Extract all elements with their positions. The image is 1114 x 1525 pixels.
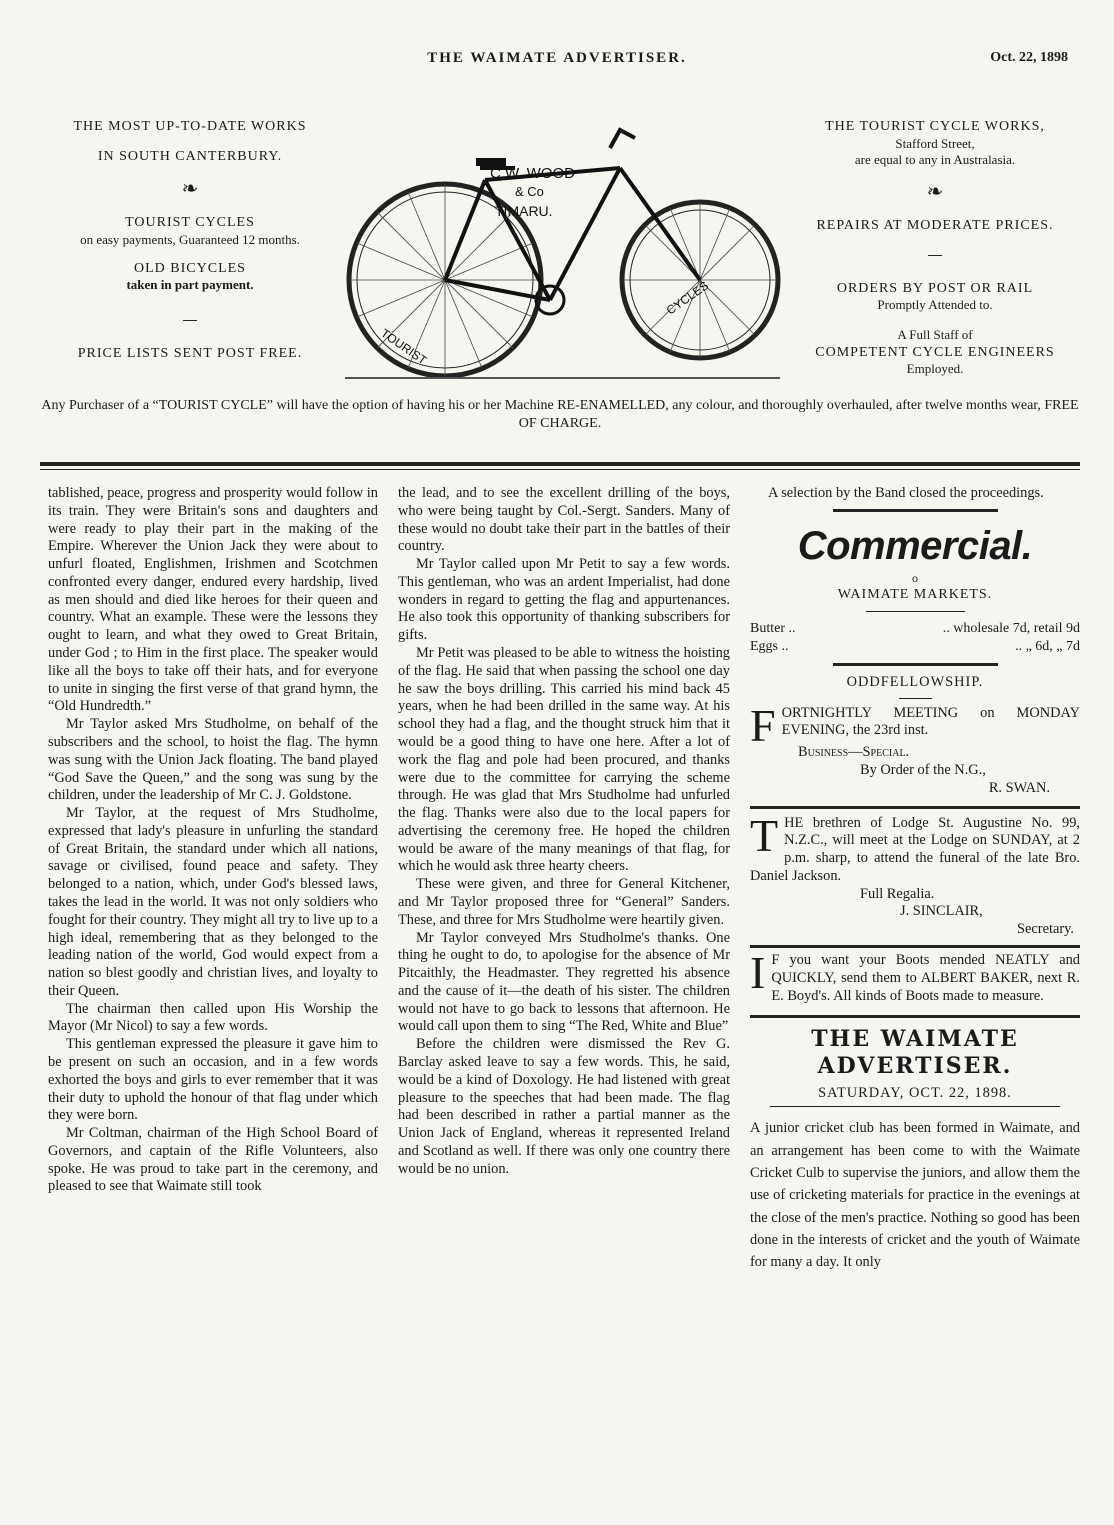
market-row-eggs	[750, 638, 1080, 655]
notice-text: ORTNIGHTLY MEETING on MONDAY EVENING, the 23rd inst.	[781, 704, 1080, 739]
paragraph: Before the children were dismissed the Rev G. Barclay asked leave to say a few words. This, he said, would be a kind of Doxology. He had listened with great pleasure to the speeches that had been made. The flag had been described in rather a partial manner as the Union Jack of England, whereas it represented Ireland and Scotland as well. If there was only one country there would be no union.	[398, 1036, 730, 1177]
ad-right-column	[790, 118, 1080, 377]
ad-right-line-9: Employed.	[906, 361, 964, 376]
newspaper-title: THE WAIMATE ADVERTISER.	[427, 50, 687, 66]
fleuron-ornament-icon: ❧	[926, 181, 944, 203]
paragraph: A selection by the Band closed the proceedings.	[768, 485, 1044, 501]
article-column-1	[48, 485, 378, 1196]
bicycle-icon	[340, 120, 785, 390]
business-line: Business—Special.	[798, 744, 910, 761]
ad-left-column	[40, 118, 340, 362]
signature-sinclair: J. SINCLAIR,	[900, 903, 983, 920]
ad-left-line-6: taken in part payment.	[126, 277, 254, 293]
ad-right-line-2: Stafford Street,	[895, 135, 975, 151]
ad-divider	[928, 255, 942, 256]
paragraph: Mr Coltman, chairman of the High School Board of Governors, and captain of the Rifle Volunteers, also spoke. He was proud to take part in the ceremony, and pleased to see that Waimate still took	[48, 1125, 378, 1195]
frame-text-2: & Co	[515, 184, 544, 199]
market-value: .. „ 6d, „ 7d	[1015, 638, 1080, 654]
paragraph: These were given, and three for General Kitchener, and Mr Taylor proposed three for “General” Sanders. These, and three for Mrs Studholme were heartily given.	[398, 876, 730, 928]
drop-cap: T	[750, 809, 779, 861]
ornament-o: o	[912, 571, 918, 586]
ad-right-line-7: A Full Staff of	[897, 327, 973, 343]
ad-left-line-4: on easy payments, Guaranteed 12 months.	[80, 231, 300, 247]
ad-divider	[183, 320, 197, 321]
paragraph: This gentleman expressed the pleasure it gave him to be present on such an occasion, and in a few words exhorted the boys and girls to ever remember that it was their duty to uphold the honour of that flag under which they were born.	[48, 1036, 378, 1124]
boots-notice	[750, 946, 1080, 1005]
secretary-line: Secretary.	[1017, 921, 1074, 938]
ad-right-line-5: ORDERS BY POST OR RAIL	[836, 280, 1034, 296]
article-column-2	[398, 485, 730, 1178]
divider-bar	[750, 806, 1080, 809]
frame-text-3: TIMARU.	[495, 203, 553, 219]
drop-cap: F	[750, 699, 776, 751]
dateline: SATURDAY, OCT. 22, 1898.	[770, 1085, 1060, 1108]
signature-swan: R. SWAN.	[988, 779, 1050, 796]
regalia-line: Full Regalia.	[860, 885, 935, 902]
frame-text-1: C.W. WOOD	[490, 165, 575, 182]
divider-bar	[750, 945, 1080, 948]
paragraph: Mr Petit was pleased to be able to witness the hoisting of the flag. He said that when passing the school one day he saw the boys drilling. This carried his mind back 45 years, when he had been drilled in the same way. At his school they had a flag, and the thought struck him that it would be a good thing to have one here. After a lot of work the flag and pole had been procured, and thanks were due to the committee for carrying the scheme through. He was glad that Mrs Studholme had unfurled the flag. Thanks were also due to the local papers for advertising the ceremony free. He hoped the children would be aware of the many meanings of that flag, for which he would ask three hearty cheers.	[398, 645, 730, 875]
ad-right-line-6: Promptly Attended to.	[877, 297, 993, 312]
ad-right-line-1: THE TOURIST CYCLE WORKS,	[825, 119, 1045, 134]
commercial-heading: Commercial.	[797, 523, 1033, 568]
wheel-text-right: CYCLES	[663, 278, 712, 318]
ad-left-line-2: IN SOUTH CANTERBURY.	[97, 148, 283, 164]
section-rule-thin	[40, 469, 1080, 470]
oddfellowship-heading: ODDFELLOWSHIP.	[846, 673, 984, 690]
ad-left-line-1: THE MOST UP-TO-DATE WORKS	[73, 119, 307, 134]
paragraph: Mr Taylor called upon Mr Petit to say a few words. This gentleman, who was an ardent Imperialist, had done wonders in regard to getting the flag and appurtenances. He also took this opportunity of thanking subscribers for gifts.	[398, 556, 730, 644]
market-label: Butter ..	[750, 621, 796, 637]
order-line: By Order of the N.G.,	[860, 761, 986, 778]
fleuron-ornament-icon: ❧	[181, 178, 199, 200]
ad-left-line-7: PRICE LISTS SENT POST FREE.	[77, 345, 303, 361]
notice-text: HE brethren of Lodge St. Augustine No. 99, N.Z.C., will meet at the Lodge on SUNDAY, at 2 p.m. sharp, to attend the funeral of the late Bro. Daniel Jackson.	[750, 814, 1080, 884]
market-label: Eggs ..	[750, 638, 789, 654]
markets-heading: WAIMATE MARKETS.	[837, 586, 993, 602]
market-row-butter	[750, 620, 1080, 637]
bicycle-illustration	[340, 120, 785, 390]
divider-bar	[833, 509, 998, 512]
fortnightly-notice	[750, 699, 1080, 751]
divider	[866, 611, 965, 612]
wheel-text-left: TOURIST	[378, 325, 430, 368]
ad-right-line-4: REPAIRS AT MODERATE PRICES.	[816, 218, 1054, 233]
ad-right-line-3: are equal to any in Australasia.	[854, 151, 1016, 167]
paragraph: the lead, and to see the excellent drilling of the boys, who were being taught by Col.-Sergt. Sanders. Many of these would no doubt take their part in the battles of their country.	[398, 485, 730, 555]
lodge-notice	[750, 809, 1080, 886]
paragraph: Mr Taylor, at the request of Mrs Studholme, expressed that lady's pleasure in unfurling the standard of Great Britain, the standard under which all nations, savage or civilised, found peace and safety. They belonged to a nation, which, under God's blessed laws, takes the lead in the world. It was not only soldiers who fought for their country. They might all try to live up to a high ideal, remembering that as they belonged to the leading nation of the world, God would expect from a nation so blest goodly and christian lives, and loyalty to their Queen.	[48, 805, 378, 999]
divider-bar	[750, 1015, 1080, 1018]
ad-right-line-8: COMPETENT CYCLE ENGINEERS	[815, 344, 1055, 360]
paragraph: The chairman then called upon His Worship the Mayor (Mr Nicol) to say a few words.	[48, 1000, 378, 1035]
ad-footer-text: Any Purchaser of a “TOURIST CYCLE” will have the option of having his or her Machine RE-ENAMELLED, any colour, and thoroughly overhauled, after twelve months wear, FREE OF CHARGE.	[41, 398, 1079, 432]
market-value: .. wholesale 7d, retail 9d	[942, 621, 1080, 637]
section-rule	[40, 462, 1080, 466]
paragraph: tablished, peace, progress and prosperity would follow in its train. They were Britain's sons and daughters and were ready to play their part in the making of the Empire. Wherever the Union Jack they were about to unfurl floated, Englishmen, Irishmen and Scotchmen confronted every danger, endured every hardship, lived as men should and died like heroes for their queen and country. What an example. These were the lessons they ought to learn, and what they owed to Great Britain, under God ; to Him in the first place. The speaker would like all the boys to take off their hats, and for everyone to unite in singing the first verse of that grand hymn, the “Old Hundredth.”	[48, 485, 378, 715]
paragraph: Mr Taylor asked Mrs Studholme, on behalf of the subscribers and the school, to hoist the flag. The hymn was sung with the Union Jack floating. The band played “God Save the Queen,” and the song was sung by the children, under the leadership of Mr C. J. Goldstone.	[48, 716, 378, 804]
ad-left-line-5: OLD BICYCLES	[134, 260, 246, 276]
cricket-paragraph: A junior cricket club has been formed in Waimate, and an arrangement has been come to with the Waimate Cricket Culb to supervise the juniors, and allow them the use of cricketing materials for practice in the evenings at the close of the men's practice. Nothing so good has been done in the interests of cricket and the youth of Waimate for many a day. It only	[750, 1120, 1080, 1271]
drop-cap: I	[750, 946, 766, 998]
divider-bar	[833, 663, 998, 666]
paragraph: Mr Taylor conveyed Mrs Studholme's thanks. One thing he ought to do, to apologise for the absence of Mr Pitcaithly, the Headmaster. They regretted his absence and the cause of it—the death of his sister. The children would not have to go back to lessons that afternoon. He would call upon them to sing “The Red, White and Blue”	[398, 929, 730, 1035]
issue-date: Oct. 22, 1898	[990, 50, 1068, 65]
notice-text: F you want your Boots mended NEATLY and QUICKLY, send them to ALBERT BAKER, next R. E. Boyd's. All kinds of Boots made to measure.	[771, 951, 1080, 1004]
article-column-3	[750, 485, 1080, 1274]
divider	[899, 698, 932, 699]
masthead: THE WAIMATE ADVERTISER.	[811, 1026, 1019, 1080]
ad-left-line-3: TOURIST CYCLES	[125, 215, 255, 230]
